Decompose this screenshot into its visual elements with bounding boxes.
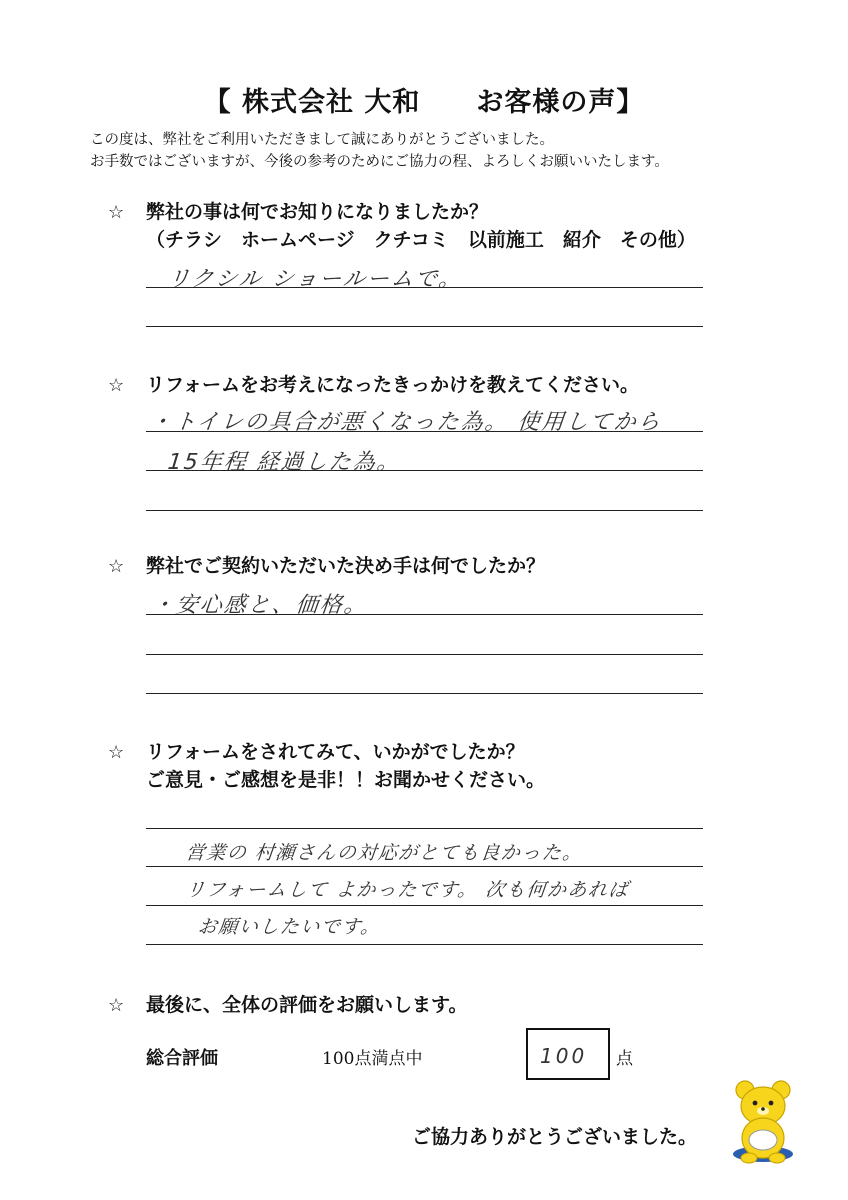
answer-line <box>146 326 703 327</box>
intro-line-2: お手数ではございますが、今後の参考のためにご協力の程、よろしくお願いいたします。 <box>90 154 669 170</box>
answer-2-handwriting-line-1: ・トイレの具合が悪くなった為。 使用してから <box>148 410 664 435</box>
answer-line <box>146 905 703 906</box>
question-4 <box>108 737 525 764</box>
score-value: 100 <box>540 1044 588 1068</box>
star-icon: ☆ <box>108 202 125 223</box>
question-2 <box>108 370 639 397</box>
score-unit: 点 <box>616 1049 633 1069</box>
question-4-text-line-2: ご意見・ご感想を是非！！お聞かせください。 <box>146 769 546 791</box>
closing-thanks: ご協力ありがとうございました。 <box>412 1126 698 1148</box>
answer-line <box>146 287 703 288</box>
answer-2-handwriting-line-2: 15年程 経過した為。 <box>166 450 403 475</box>
answer-line <box>146 614 703 615</box>
answer-4-handwriting-line-2: リフォームして よかったです。 次も何かあれば <box>184 879 631 901</box>
answer-line <box>146 470 703 471</box>
answer-3-handwriting: ・安心感と、価格。 <box>150 593 370 618</box>
question-3 <box>108 551 545 578</box>
star-icon: ☆ <box>108 556 125 577</box>
answer-4-handwriting-line-3: お願いしたいです。 <box>196 916 382 938</box>
answer-line <box>146 510 703 511</box>
star-icon: ☆ <box>108 375 125 396</box>
answer-line <box>146 693 703 694</box>
answer-4-handwriting-line-1: 営業の 村瀬さんの対応がとても良かった。 <box>184 842 585 864</box>
question-5-text: 最後に、全体の評価をお願いします。 <box>146 994 468 1016</box>
star-icon: ☆ <box>108 995 125 1016</box>
star-icon: ☆ <box>108 742 125 763</box>
intro-line-1: この度は、弊社をご利用いただきまして誠にありがとうございました。 <box>90 132 554 148</box>
question-3-text: 弊社でご契約いただいた決め手は何でしたか？ <box>146 555 546 577</box>
question-1 <box>108 197 488 224</box>
answer-1-handwriting: リクシル ショールームで。 <box>166 267 464 292</box>
question-4-text-line-1: リフォームをされてみて、いかがでしたか？ <box>146 741 525 763</box>
question-2-text: リフォームをお考えになったきっかけを教えてください。 <box>146 374 640 396</box>
answer-line <box>146 828 703 829</box>
score-scale-label: 100点満点中 <box>322 1049 423 1069</box>
answer-line <box>146 944 703 945</box>
answer-line <box>146 866 703 867</box>
answer-line <box>146 654 703 655</box>
bear-mascot-icon <box>727 1078 799 1164</box>
overall-rating-label: 総合評価 <box>146 1048 218 1069</box>
answer-line <box>146 431 703 432</box>
page-title: 【 株式会社 大和 お客様の声】 <box>203 87 645 118</box>
question-5 <box>108 990 467 1017</box>
question-1-text: 弊社の事は何でお知りになりましたか？ <box>146 201 489 223</box>
question-1-options: （チラシ ホームページ クチコミ 以前施工 紹介 その他） <box>146 229 696 251</box>
